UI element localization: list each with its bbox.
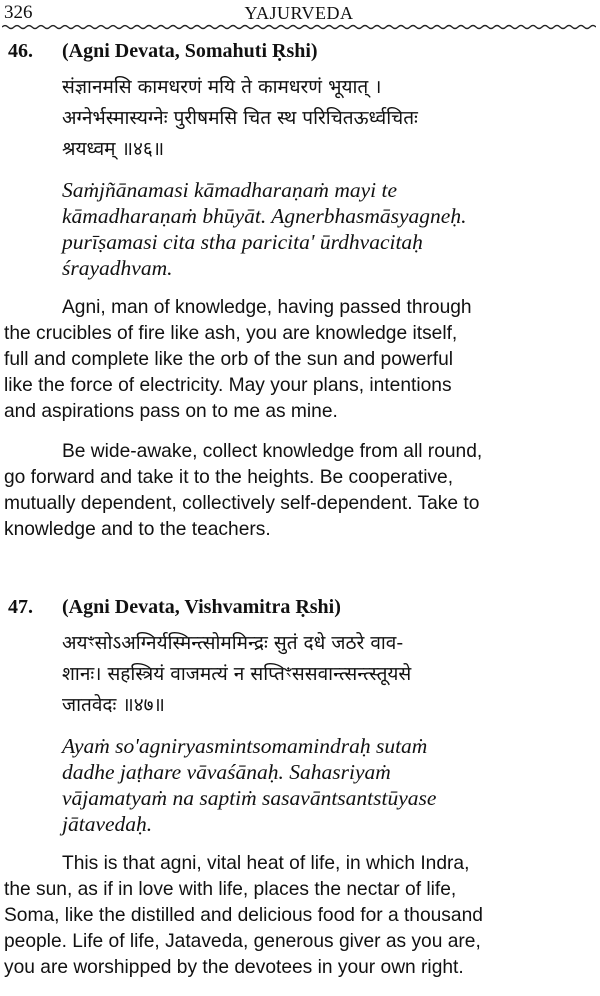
translation-line: go forward and take it to the heights. Be cooperative, [4, 467, 454, 488]
translation-line: Agni, man of knowledge, having passed through [62, 297, 472, 318]
transliteration-line: purīṣamasi cita stha paricita' ūrdhvacitaḥ [62, 230, 423, 254]
transliteration-line: jātavedaḥ. [62, 812, 153, 836]
translation [4, 851, 596, 981]
verse-heading [8, 594, 596, 620]
sanskrit-line: श्रयध्वम् ॥४६॥ [62, 138, 165, 160]
transliteration [62, 177, 596, 281]
translation-line: full and complete like the orb of the sun and powerful [4, 349, 454, 370]
translation-line: the crucibles of fire like ash, you are knowledge itself, [4, 323, 458, 344]
translation-line: the sun, as if in love with life, places the nectar of life, [4, 879, 457, 900]
transliteration-line: śrayadhvam. [62, 256, 173, 280]
translation-line: knowledge and to the teachers. [4, 519, 271, 540]
sanskrit-line: अग्नेर्भस्मास्यग्नेः पुरीषमसि चित स्थ परिचितऊर्ध्वचितः [62, 107, 418, 129]
transliteration-line: vājamatyaṁ na saptiṁ sasavāntsantstūyase [62, 786, 437, 810]
sanskrit-line: शानः। सहस्त्रियं वाजमत्यं न सप्तिꣳससवान्त्सन्त्स्तूयसे [62, 663, 412, 685]
transliteration-line: Saṁjñānamasi kāmadharaṇaṁ mayi te [62, 178, 398, 202]
transliteration-line: kāmadharaṇaṁ bhūyāt. Agnerbhasmāsyagneḥ. [62, 204, 467, 228]
transliteration-line: dadhe jaṭhare vāvaśānaḥ. Sahasriyaṁ [62, 760, 391, 784]
page-number: 326 [4, 2, 33, 23]
translation-line: Be wide-awake, collect knowledge from all round, [62, 441, 483, 462]
wavy-rule-divider [2, 23, 596, 31]
translation-line: like the force of electricity. May your plans, intentions [4, 375, 452, 396]
verse-46 [4, 38, 596, 557]
running-title: YAJURVEDA [244, 3, 354, 23]
sanskrit-line: संज्ञानमसि कामधरणं मयि ते कामधरणं भूयात् । [62, 76, 382, 98]
translation [4, 295, 596, 543]
verse-number: 47. [8, 596, 33, 618]
verse-number: 46. [8, 40, 33, 62]
translation-line: This is that agni, vital heat of life, in which Indra, [62, 853, 470, 874]
sanskrit-text [62, 628, 596, 721]
verse-attribution: (Agni Devata, Somahuti Ṛshi) [62, 40, 318, 62]
translation-line: and aspirations pass on to me as mine. [4, 401, 338, 422]
verse-attribution: (Agni Devata, Vishvamitra Ṛshi) [62, 596, 341, 618]
transliteration [62, 733, 596, 837]
sanskrit-text [62, 72, 596, 165]
sanskrit-line: जातवेदः ॥४७॥ [62, 694, 165, 716]
verse-heading [8, 38, 596, 64]
translation-line: mutually dependent, collectively self-dependent. Take to [4, 493, 480, 514]
translation-line: people. Life of life, Jataveda, generous giver as you are, [4, 931, 481, 952]
transliteration-line: Ayaṁ so'agniryasmintsomamindraḥ sutaṁ [62, 734, 428, 758]
sanskrit-line: अयꣳसोऽअग्निर्यस्मिन्त्सोममिन्द्रः सुतं दधे जठरे वाव- [62, 632, 404, 654]
translation-line: you are worshipped by the devotees in your own right. [4, 957, 464, 978]
translation-line: Soma, like the distilled and delicious food for a thousand [4, 905, 483, 926]
verse-47 [4, 594, 596, 995]
